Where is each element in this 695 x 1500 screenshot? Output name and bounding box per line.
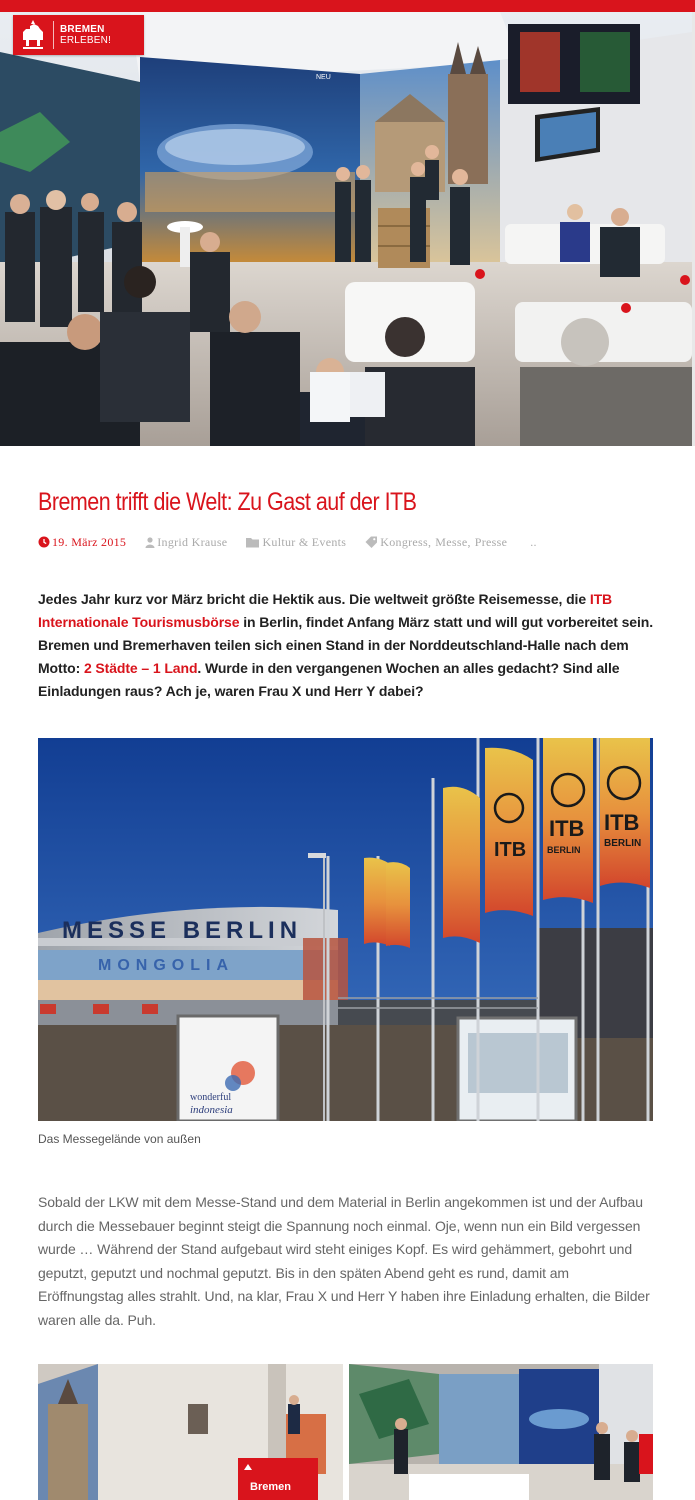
tag-link[interactable]: Kongress,: [380, 534, 432, 549]
top-accent-bar: [0, 0, 695, 12]
billboard-text-2: indonesia: [190, 1104, 233, 1116]
tag-icon: [365, 536, 378, 548]
user-icon: [145, 537, 155, 548]
article-title: Bremen trifft die Welt: Zu Gast auf der ITB: [38, 488, 417, 516]
tag-link[interactable]: Messe,: [435, 534, 471, 549]
meta-more: ..: [530, 534, 537, 549]
tag-link[interactable]: Presse: [474, 534, 508, 549]
thumb-label: Bremen: [250, 1481, 291, 1493]
post-date-text: 19. März 2015: [52, 534, 127, 549]
post-author-text: Ingrid Krause: [157, 534, 228, 549]
building-sign-text: MESSE BERLIN: [62, 917, 303, 944]
flag-berlin-text: BERLIN: [547, 845, 581, 855]
billboard-text-1: wonderful: [190, 1092, 232, 1103]
gallery-thumbnail[interactable]: [349, 1364, 653, 1500]
post-category-text: Kultur & Events: [262, 534, 347, 549]
flag-itb-text: ITB: [549, 816, 585, 841]
post-date[interactable]: [38, 535, 126, 550]
post-category[interactable]: [246, 535, 346, 550]
messe-berlin-photo: [38, 738, 653, 1121]
bremen-town-musicians-icon: [13, 15, 53, 55]
brand-logo-link[interactable]: [13, 15, 144, 55]
hero-sign-text: NEU: [316, 74, 331, 81]
logo-wordmark: [60, 24, 111, 46]
flag-itb-text: ITB: [494, 839, 527, 861]
lead-text-1: Jedes Jahr kurz vor März bricht die Hektik aus. Die weltweit größte Reisemesse, die: [38, 591, 590, 607]
folder-icon: [246, 537, 260, 548]
article-body: Sobald der LKW mit dem Messe-Stand und dem Material in Berlin angekommen ist und der Aufbau durch die Messebauer beginnt steigt die Spannung noch einmal. Oje, wenn nun ein Bild vergessen wurde … Während der Stand aufgebaut wird steht einiges Kopf. Es wird gehämmert, gebohrt und geputzt, geputzt und nochmal geputzt. Bis in den späten Abend geht es rund, damit am Eröffnungstag alles strahlt. Und, na klar, Frau X und Herr Y haben ihre Einladung erhalten, die Bilder waren alle da. Puh.: [38, 1194, 650, 1328]
mongolia-banner-text: MONGOLIA: [98, 957, 234, 974]
article-meta: [38, 534, 556, 550]
logo-line-2: ERLEBEN!: [60, 35, 112, 46]
lead-text-3: . Wurde in den vergangenen Wochen an alles gedacht? Sind alle Einladungen raus? Ach je, waren Frau X und Herr Y dabei?: [38, 660, 620, 699]
flag-itb-text: ITB: [604, 810, 640, 835]
lead-text-2: in Berlin, findet Anfang März statt und will gut vorbereitet sein. Bremen und Bremerhaven teilen sich einen Stand in der Norddeutschland-Halle nach dem Motto:: [38, 614, 654, 676]
flag-berlin-text: BERLIN: [604, 838, 642, 849]
post-author[interactable]: [145, 535, 227, 550]
two-cities-link[interactable]: 2 Städte – 1 Land: [83, 660, 198, 676]
article-lead: [38, 588, 658, 703]
clock-icon: [38, 536, 50, 548]
itb-link[interactable]: ITB Internationale Tourismusbörse: [38, 591, 613, 630]
logo-line-1: BREMEN: [60, 24, 105, 35]
photo-caption: Das Messegelände von außen: [38, 1132, 201, 1146]
gallery-thumbnail[interactable]: [38, 1364, 343, 1500]
logo-divider: [53, 21, 54, 49]
hero-image: [0, 12, 692, 446]
post-tags: [365, 535, 511, 550]
